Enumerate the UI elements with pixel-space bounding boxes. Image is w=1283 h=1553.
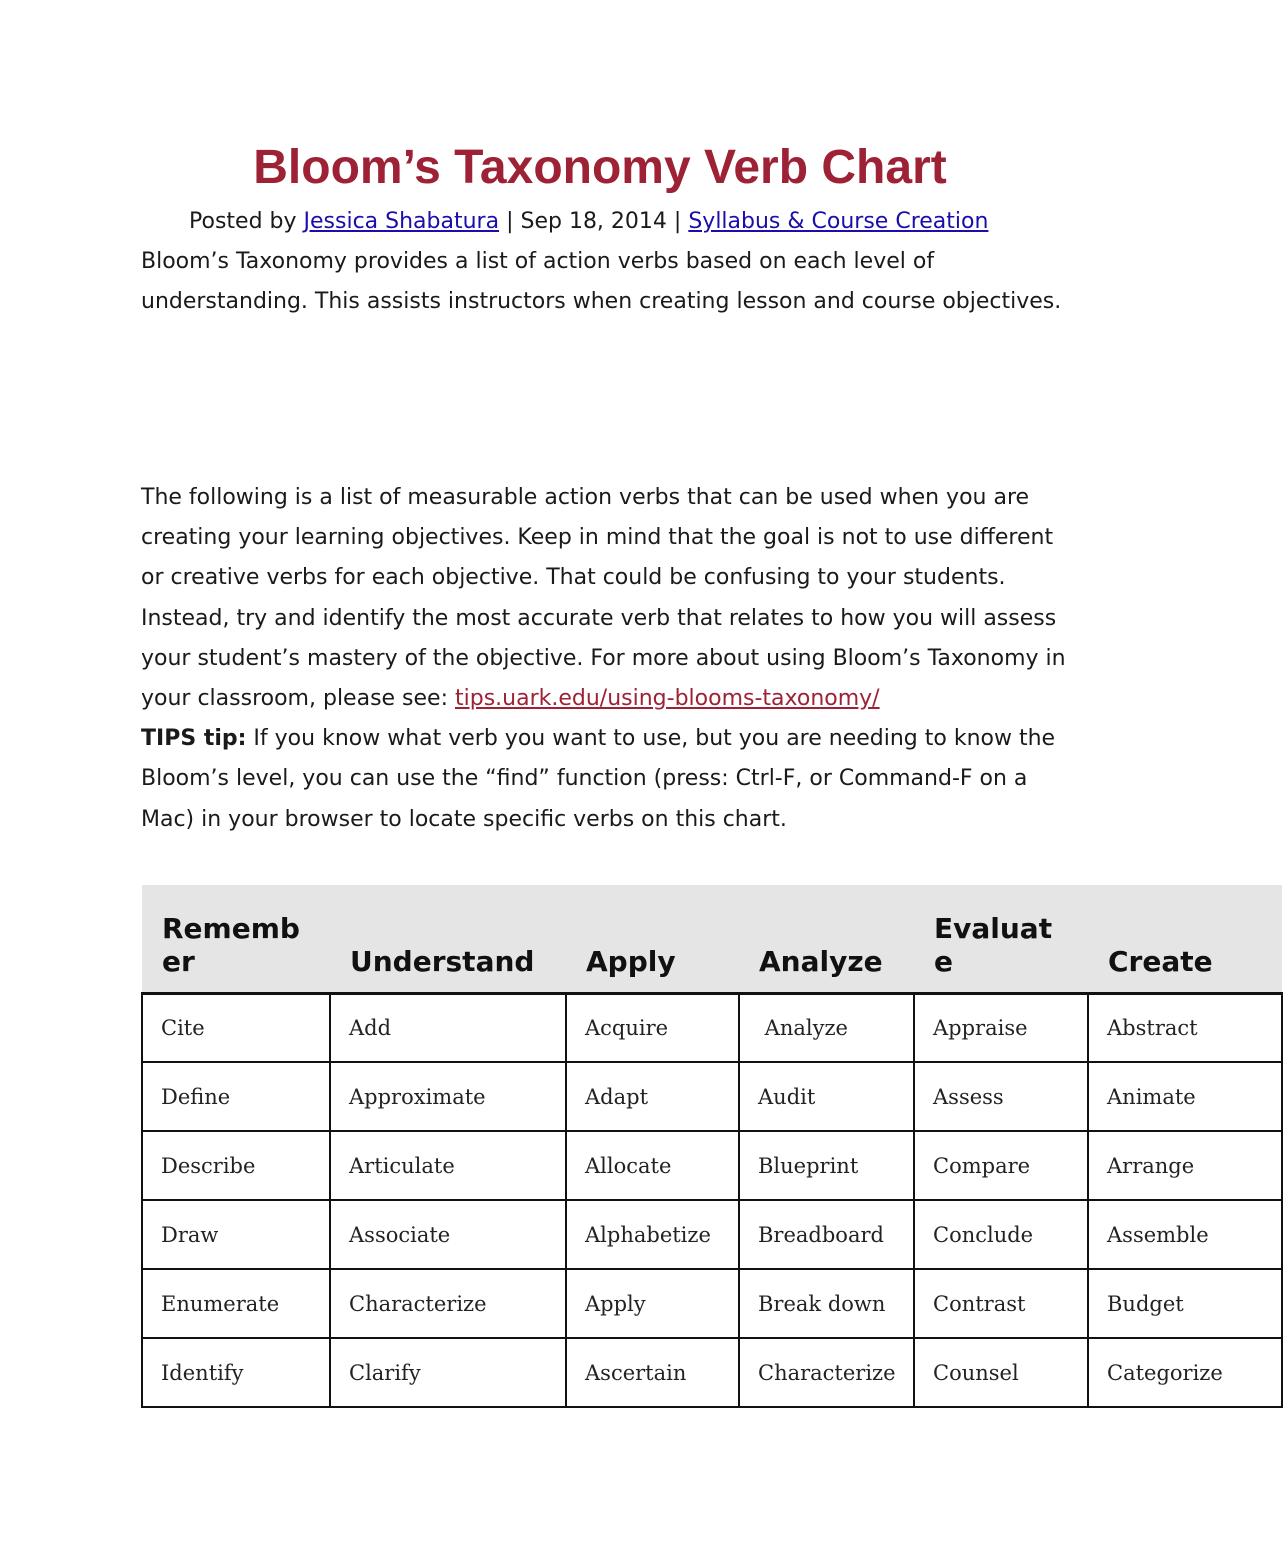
table-cell: Acquire	[566, 993, 739, 1062]
posted-by-label: Posted by	[189, 209, 304, 234]
post-meta	[189, 206, 988, 238]
table-row	[142, 1131, 1282, 1200]
meta-separator: |	[499, 209, 521, 234]
body-text: The following is a list of measurable action verbs that can be used when you are creating your learning objectives. Keep in mind that the goal is not to use different or creative verbs for each objective. That could be confusing to your students. Instead, try and identify the most accurate verb that relates to how you will assess your student’s mastery of the objective. For more about using Bloom’s Taxonomy in your classroom, please see:	[141, 485, 1066, 712]
table-cell: Characterize	[739, 1338, 914, 1407]
table-cell: Conclude	[914, 1200, 1088, 1269]
table-cell: Characterize	[330, 1269, 566, 1338]
intro-paragraph: Bloom’s Taxonomy provides a list of action verbs based on each level of understanding. This assists instructors when creating lesson and course objectives.	[141, 249, 1062, 315]
table-cell: Ascertain	[566, 1338, 739, 1407]
table-cell: Add	[330, 993, 566, 1062]
table-cell: Analyze	[739, 993, 914, 1062]
table-cell: Compare	[914, 1131, 1088, 1200]
table-cell: Adapt	[566, 1062, 739, 1131]
table-cell: Associate	[330, 1200, 566, 1269]
table-cell: Assess	[914, 1062, 1088, 1131]
table-row	[142, 993, 1282, 1062]
column-header-understand: Understand	[330, 885, 566, 993]
meta-separator: |	[666, 209, 689, 234]
table-row	[142, 1338, 1282, 1407]
table-cell: Animate	[1088, 1062, 1282, 1131]
table-row	[142, 1200, 1282, 1269]
tips-label: TIPS tip:	[141, 726, 247, 752]
table-cell: Contrast	[914, 1269, 1088, 1338]
column-header-create: Create	[1088, 885, 1282, 993]
table-cell: Draw	[142, 1200, 330, 1269]
post-date: Sep 18, 2014	[520, 209, 667, 234]
page-title: Bloom’s Taxonomy Verb Chart	[253, 141, 947, 194]
table-cell: Assemble	[1088, 1200, 1282, 1269]
table-cell: Describe	[142, 1131, 330, 1200]
table-cell: Clarify	[330, 1338, 566, 1407]
table-cell: Abstract	[1088, 993, 1282, 1062]
table-cell: Cite	[142, 993, 330, 1062]
body-paragraph	[141, 478, 1071, 840]
table-cell: Identify	[142, 1338, 330, 1407]
table-cell: Counsel	[914, 1338, 1088, 1407]
table-cell: Enumerate	[142, 1269, 330, 1338]
category-link[interactable]: Syllabus & Course Creation	[688, 209, 989, 234]
column-header-remember: Remember	[142, 885, 330, 993]
column-header-apply: Apply	[566, 885, 739, 993]
table-cell: Alphabetize	[566, 1200, 739, 1269]
table-cell: Categorize	[1088, 1338, 1282, 1407]
table-cell: Approximate	[330, 1062, 566, 1131]
table-row	[142, 1269, 1282, 1338]
verb-table-container	[141, 885, 1223, 1408]
blooms-taxonomy-link[interactable]: tips.uark.edu/using-blooms-taxonomy/	[455, 686, 880, 712]
table-header-row	[142, 885, 1282, 993]
table-cell: Articulate	[330, 1131, 566, 1200]
column-header-evaluate: Evaluate	[914, 885, 1088, 993]
table-cell: Apply	[566, 1269, 739, 1338]
table-cell: Break down	[739, 1269, 914, 1338]
table-cell: Blueprint	[739, 1131, 914, 1200]
table-cell: Breadboard	[739, 1200, 914, 1269]
tips-text: If you know what verb you want to use, but you are needing to know the Bloom’s level, you can use the “find” function (press: Ctrl-F, or Command-F on a Mac) in your browser to locate specific verbs on this chart.	[141, 726, 1056, 832]
table-cell: Allocate	[566, 1131, 739, 1200]
column-header-analyze: Analyze	[739, 885, 914, 993]
table-cell: Audit	[739, 1062, 914, 1131]
table-row	[142, 1062, 1282, 1131]
verb-table	[141, 885, 1283, 1408]
table-cell: Budget	[1088, 1269, 1282, 1338]
table-cell: Appraise	[914, 993, 1088, 1062]
table-cell: Define	[142, 1062, 330, 1131]
author-link[interactable]: Jessica Shabatura	[303, 209, 500, 234]
table-cell: Arrange	[1088, 1131, 1282, 1200]
